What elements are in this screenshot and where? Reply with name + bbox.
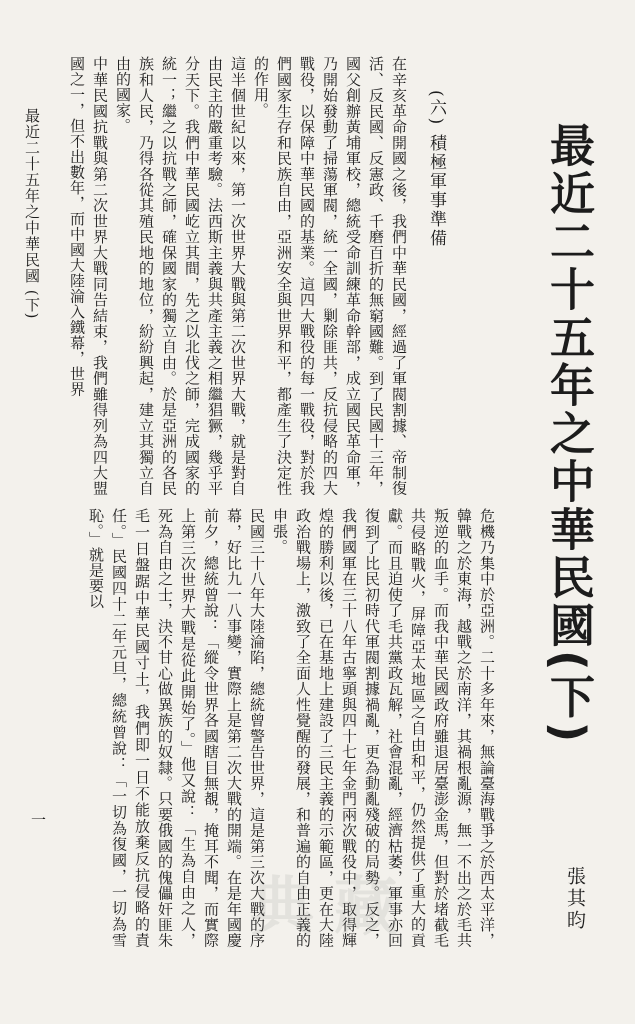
author-name: 張其昀 [564, 866, 586, 932]
paragraph: 這半個世紀以來，第一次世界大戰與第二次世界大戰，就是對自由民主的嚴重考驗。法西斯主義與共產主義之相繼猖獗，幾乎平分天下。我們中華民國屹立其間，先之以北伐之師，完成國家的統一；繼之以抗戰之師，確保國家的獨立自由。於是亞洲的各民族和人民，乃得各從其殖民地的地位，紛紛興起，建立其獨立自由的國家。 [114, 56, 247, 496]
paragraph: 危機乃集中於亞洲。二十多年來，無論臺海戰爭之於西太平洋，韓戰之於東海，越戰之於南洋，其禍根亂源，無一不出之於毛共叛逆的血手。而我中華民國政府雖退居臺澎金馬，但對於堵截毛共侵略戰火，屏障亞太地區之自由和平，仍然提供了重大的貢獻。而且迫使了毛共黨政瓦解，社會混亂，經濟枯萎，軍事亦回復到了比民初時代軍閥割據禍亂，更為動亂殘破的局勢。反之，我們國軍在三十八年古寧頭與四十七年金門兩次戰役中，取得輝煌的勝利以後，已在基地上建設了三民主義的示範區，更在大陸政治戰場上，激致了全面人性覺醒的發展，和普遍的自由正義的申張。 [271, 508, 496, 948]
body-text-upper [60, 56, 410, 496]
article-title: 最近二十五年之中華民國(下) [542, 122, 595, 746]
watermark-stamp: 典藏 [250, 870, 418, 945]
paragraph: 中華民國抗戰與第二次世界大戰同告結束，我們雖得列為四大盟國之一，但不出數年，而中國大陸淪入鐵幕，世界 [68, 56, 109, 496]
running-head: 最近二十五年之中華民國 (下) [23, 108, 41, 320]
paragraph: 在辛亥革命開國之後，我們中華民國，經過了軍閥割據、帝制復活、反民國、反憲政、千磨百折的無窮國難。到了民國十三年，國父創辦黃埔軍校，總統受命訓練革命幹部，成立國民革命軍，乃開始發動了掃蕩軍閥，統一全國，剿除匪共，反抗侵略的四大戰役，以保障中華民國的基業。這四大戰役的每一戰役，對於我們國家生存和民族自由，亞洲安全與世界和平，都產生了決定性的作用。 [252, 56, 408, 496]
section-title: 積極軍事準備 [426, 134, 446, 249]
section-heading [424, 90, 449, 248]
page-number: 一 [29, 812, 47, 827]
section-number: (六) [426, 90, 446, 127]
paragraph: 民國三十八年大陸淪陷，總統曾警告世界，這是第三次大戰的序幕，好比九一八事變，實際上是第二次大戰的開端。在是年國慶前夕，總統曾說：「縱令世界各國瞎目無覩，掩耳不聞，而實際上第三次世界大戰是從此開始了。」他又說：「生為自由之人，死為自由之士，決不甘心做異族的奴隸。只要俄國的傀儡奸匪朱毛一日盤踞中華民國寸土，我們即一日不能放棄反抗侵略的責任。」民國四十二年元旦，總統曾說：「一切為復國，一切為雪恥。」就是要以 [87, 508, 266, 948]
